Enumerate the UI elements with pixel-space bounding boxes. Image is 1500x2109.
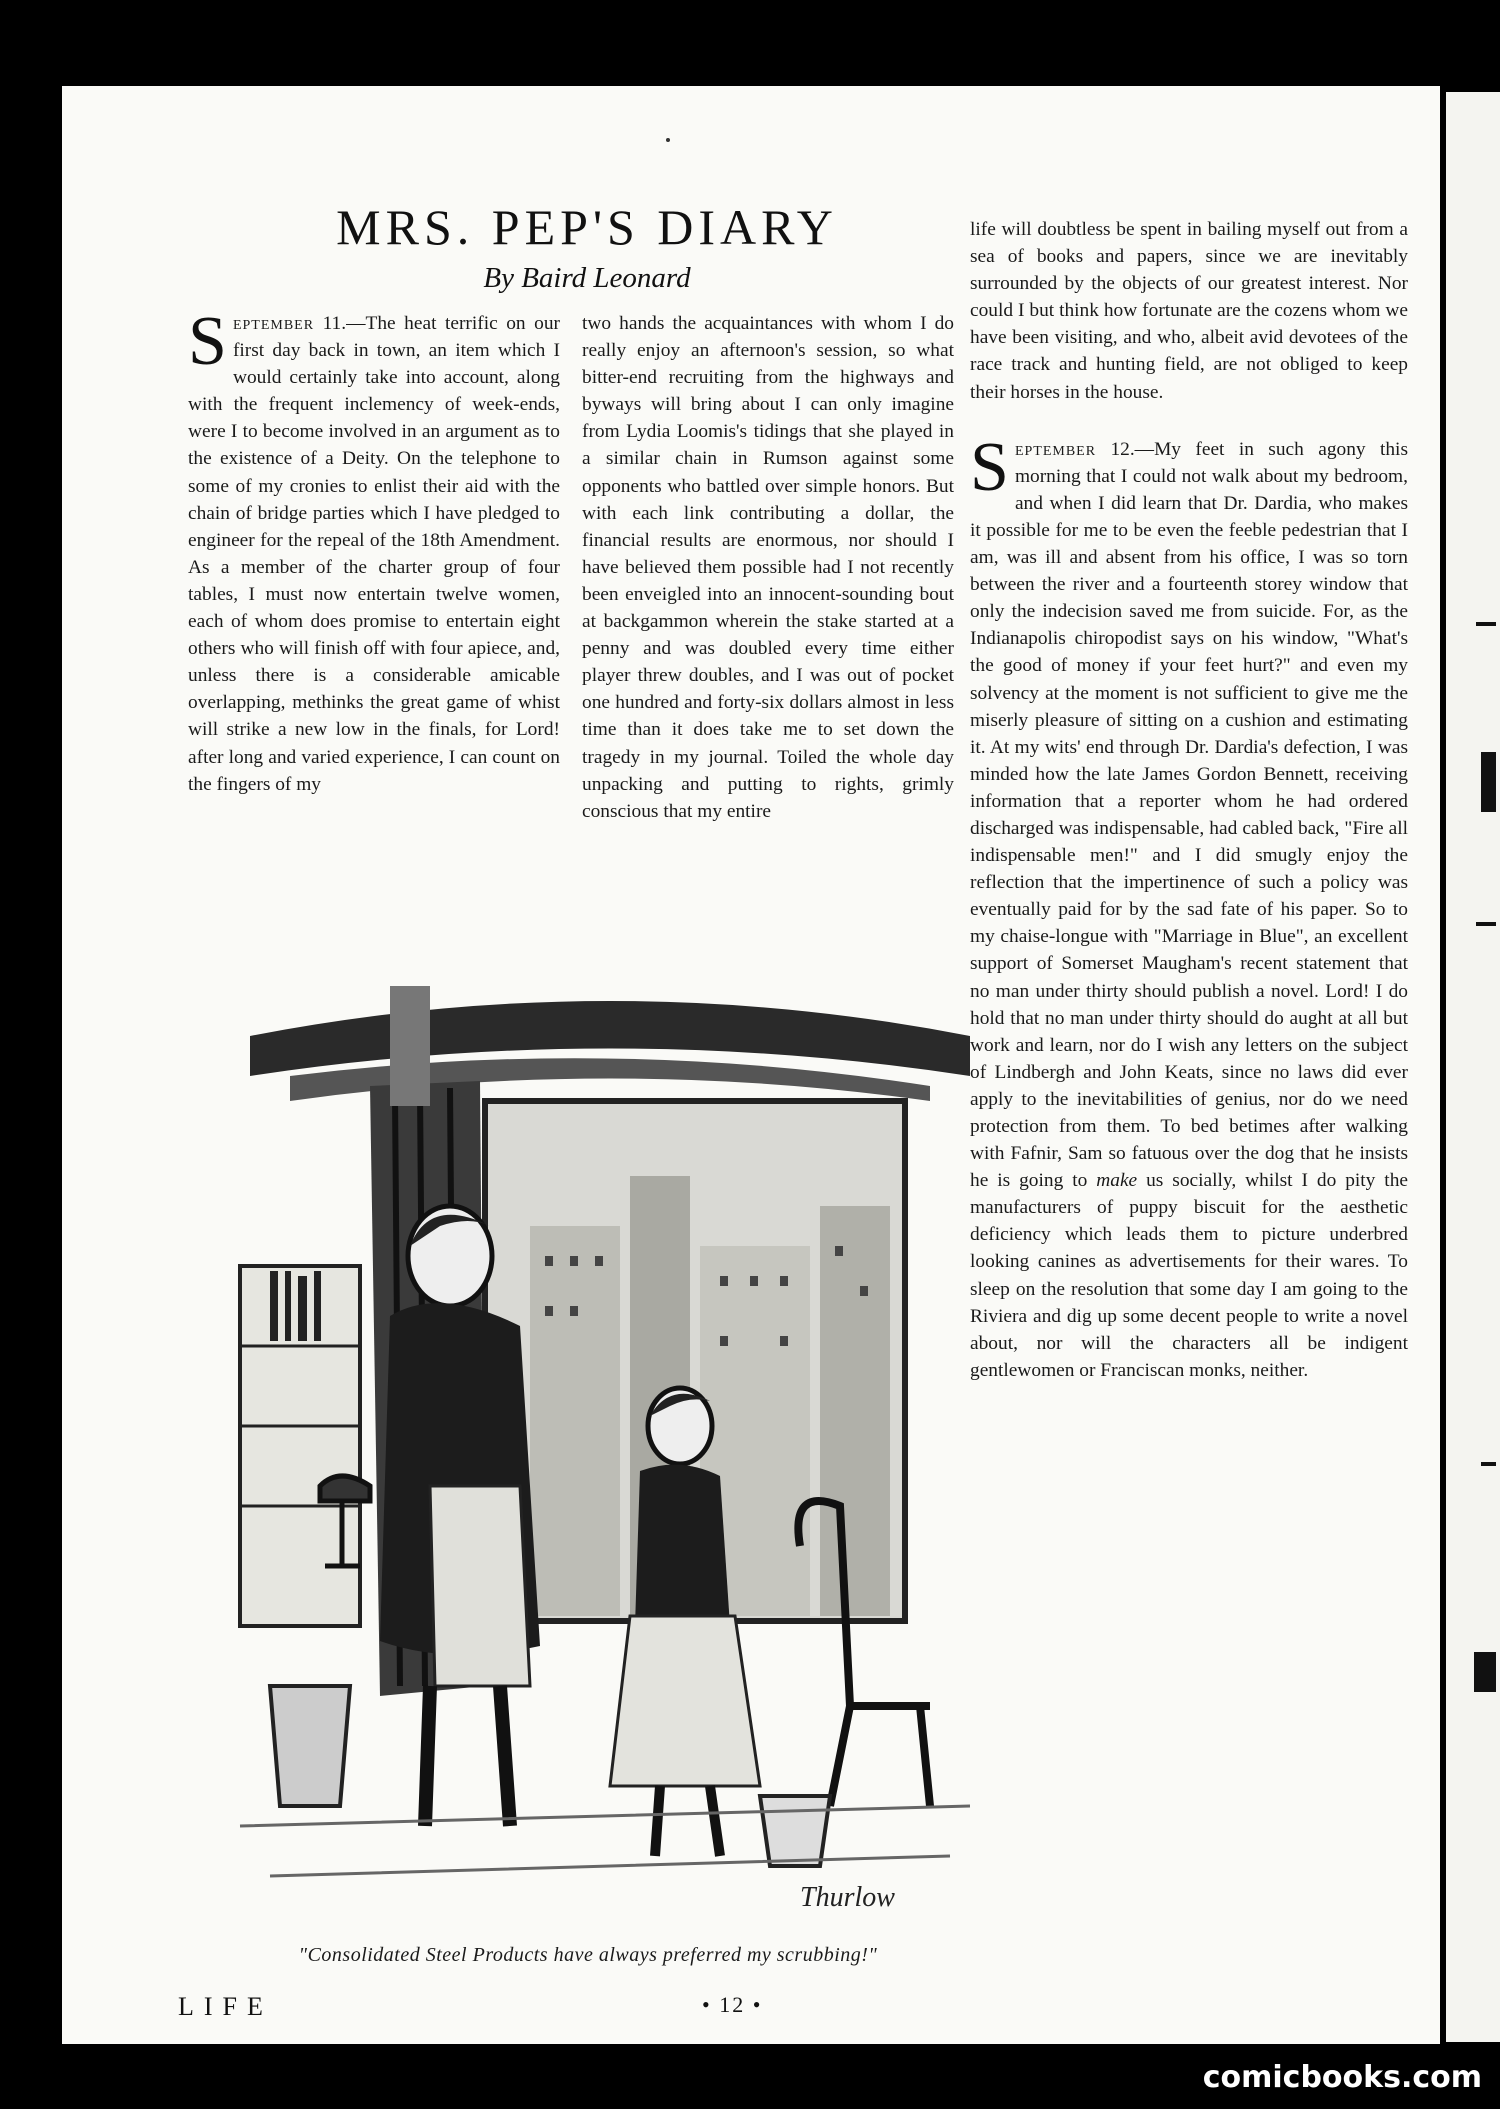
watermark: comicbooks.com [1202, 2060, 1482, 2095]
woman-right-legs [655, 1786, 720, 1856]
entry-body-a: 12.—My feet in such agony this morning that I could not walk about my bedroom, and when I did learn that Dr. Dardia, who makes it possible for me to be even the feeble pedestrian that I am, was ill and absent from his office, I was so torn between the river and a fourteenth storey window that only the indecision saved me from suicide. For, as the Indianapolis chiropodist says on his window, "What's the good of money if your feet hurt?" and even my solvency at the moment is not sufficient to give me the miserly pleasure of sitting on a cushion and estimating it. At my wits' end through Dr. Dardia's defection, I was minded how the late James Gordon Bennett, receiving information that a reporter whom he had ordered discharged was indispensable, had cabled back, "Fire all indispensable men!" and I did smugly enjoy the reflection that the impertinence of such a policy was eventually paid for by the sad fate of his paper. So to my chaise-longue with "Marriage in Blue", an excellent support of Somerset Maugham's recent statement that no man under thirty should publish a novel. Lord! I do hold that no man under thirty should do aught at all but work and learn, nor do I wish any letters on the subject of Lindbergh and John Keats, since no laws did ever apply to the inevitabilities of genius, nor do we need protection from them. To bed betimes after walking with Fafnir, Sam so fatuous over the dog that he insists he is going to [970, 438, 1408, 1192]
page-number: • 12 • [702, 1992, 763, 2017]
drop-cap: S [188, 303, 227, 380]
city-building [530, 1226, 620, 1616]
entry-continuation: two hands the acquaintances with whom I do really enjoy an afternoon's session, so what bitter-end recruiting from the highways and byways will bring about I can only imagine from Lydia Loomis's tidings that she played in a similar chain in Rumson against some opponents who battled over simple honors. But with each link contributing a dollar, the financial results are enormous, nor should I have believed them possible had I not recently been enveigled into an innocent-sounding bout at backgammon wherein the stake started at a penny and was doubled every time either player threw doubles, and I was out of pocket one hundred and forty-six dollars almost in less time than it does take me to set down the tragedy in my journal. Toiled the whole day unpacking and putting to rights, grimly conscious that my entire [582, 313, 954, 822]
entry-lead: eptember [1014, 438, 1097, 460]
woman-left-apron [430, 1486, 530, 1686]
article-title: MRS. PEP'S DIARY [336, 199, 838, 255]
city-building [820, 1206, 890, 1616]
column-3 [970, 216, 1408, 1384]
woman-left-legs [425, 1686, 510, 1826]
magazine-name: LIFE [178, 1992, 273, 2021]
illustration-caption: "Consolidated Steel Products have always preferred my scrubbing!" [298, 1944, 878, 1966]
column-1 [188, 303, 560, 798]
entry-september-11 [188, 303, 560, 798]
artist-signature: Thurlow [800, 1882, 895, 1913]
column-2 [582, 310, 954, 825]
woman-right-skirt [610, 1616, 760, 1786]
article-byline: By Baird Leonard [483, 262, 691, 294]
top-dot [666, 138, 670, 142]
entry-body-b: us socially, whilst I do pity the manufacturers of puppy biscuit for the aesthetic deficiency which leads them to picture underbred looking canines as advertisements for their wares. To sleep on the resolution that some day I am going to the Riviera and dig up some decent people to write a novel about, nor will the characters all be indigent gentlewomen or Franciscan monks, neither. [970, 1170, 1408, 1381]
woman-right-body [635, 1465, 730, 1631]
bucket [760, 1796, 830, 1866]
entry-body: 11.—The heat terrific on our first day back in town, an item which I would certainly take into account, along with the frequent inclemency of week-ends, were I to become involved in an argument as to the existence of a Deity. On the telephone to some of my cronies to enlist their aid with the chain of bridge parties which I have pledged to engineer for the repeal of the 18th Amendment. As a member of the charter group of four tables, I must now entertain twelve women, each of whom does promise to entertain eight others who will finish off with four apiece, and, unless there is a considerable amicable overlapping, methinks the great game of whist will strike a new low in the finals, for Lord! after long and varied experience, I can count on the fingers of my [188, 313, 560, 795]
cartoon-illustration [230, 926, 990, 1936]
entry-continuation-2: life will doubtless be spent in bailing myself out from a sea of books and papers, since we are inevitably surrounded by the objects of our greatest interest. Nor could I but think how fortunate are the cozens whom we have been visiting, and who, albeit avid devotees of the race track and hunting field, are not obliged to keep their horses in the house. [970, 219, 1408, 403]
drop-cap: S [970, 428, 1009, 506]
entry-lead: eptember [232, 313, 315, 334]
wastebasket [270, 1686, 350, 1806]
entry-emphasis: make [1096, 1170, 1138, 1192]
floor-lines [240, 1806, 970, 1876]
magazine-page [62, 86, 1440, 2044]
entry-september-12 [970, 428, 1408, 1384]
tower [390, 986, 430, 1106]
adjacent-page-edge [1446, 92, 1500, 2042]
